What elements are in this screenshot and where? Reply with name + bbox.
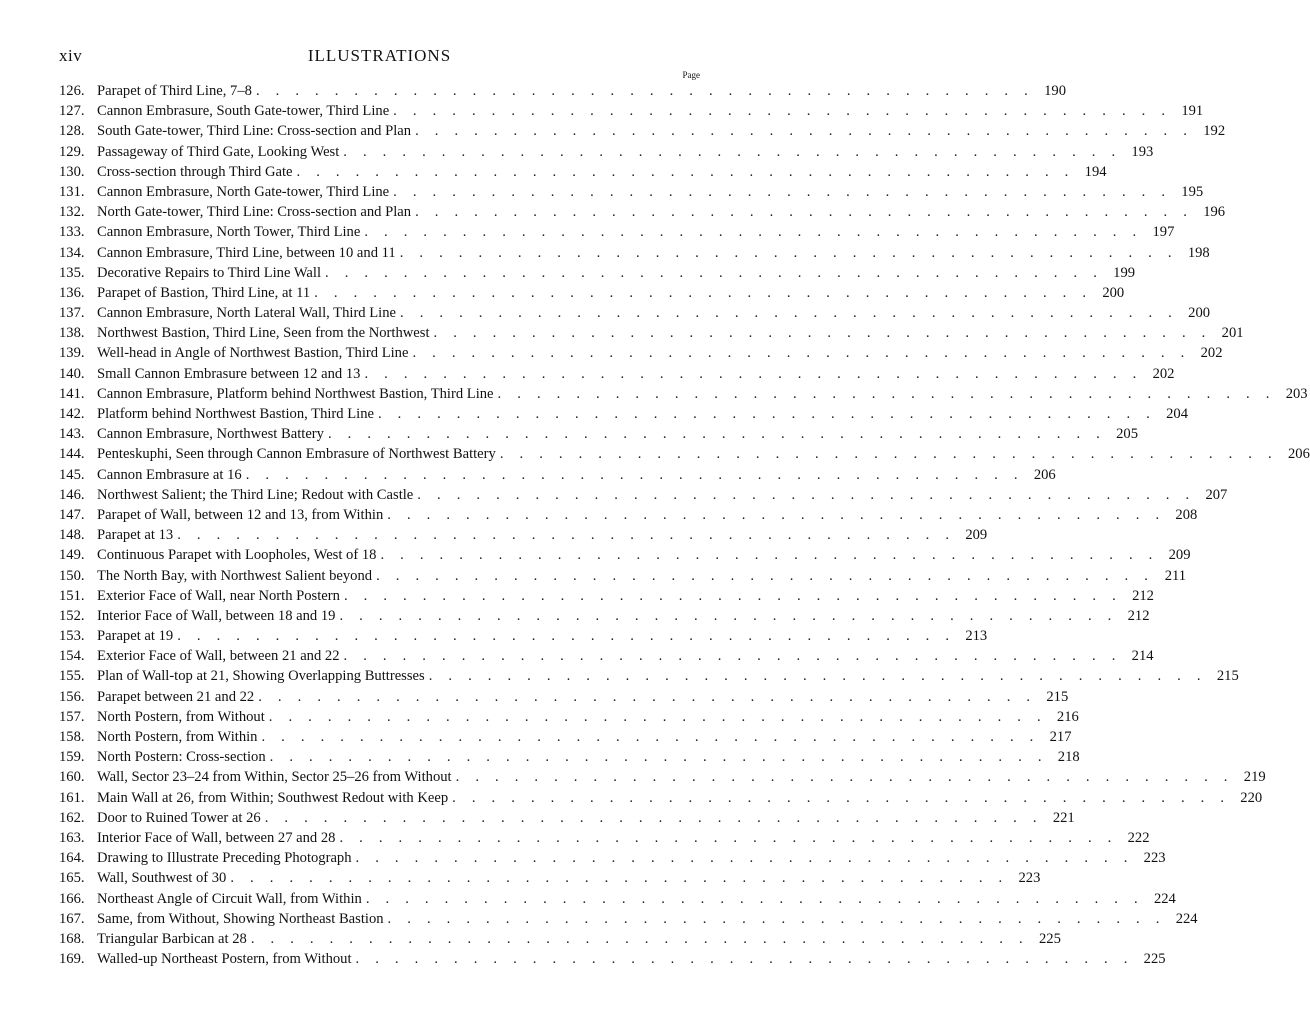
list-item [59,626,988,646]
dot-leader: . . . . . . . . . . . . . . . . . . . . . . . . . . . . . . . . . . . . . . . . [261,729,1040,745]
dot-leader: . . . . . . . . . . . . . . . . . . . . . . . . . . . . . . . . . . . . . . . . [455,769,1234,786]
entry-page-number: 215 [1046,688,1069,705]
entry-title: Parapet at 19 [97,628,174,645]
entry-title: Triangular Barbican at 28 [97,930,247,947]
entry-title: Exterior Face of Wall, between 21 and 22 [97,648,340,665]
list-item [59,505,1198,525]
entry-page-number: 212 [1127,607,1150,624]
dot-leader: . . . . . . . . . . . . . . . . . . . . . . . . . . . . . . . . . . . . . . . . [269,749,1048,766]
list-item [59,323,1244,343]
entry-title: Cannon Embrasure, North Gate-tower, Third Line [97,183,390,200]
dot-leader: . . . . . . . . . . . . . . . . . . . . . . . . . . . . . . . . . . . . . . . . [255,83,1034,99]
entry-number: 138. [59,325,85,342]
entry-title: Cannon Embrasure, Northwest Battery [97,426,324,443]
entry-page-number: 216 [1056,708,1079,725]
entry-page-number: 199 [1113,264,1136,281]
list-item [59,828,1150,848]
list-item [59,606,1150,626]
entry-number: 141. [59,385,85,402]
dot-leader: . . . . . . . . . . . . . . . . . . . . . . . . . . . . . . . . . . . . . . . . [177,628,956,645]
entry-page-number: 193 [1131,143,1154,160]
dot-leader: . . . . . . . . . . . . . . . . . . . . . . . . . . . . . . . . . . . . . . . . [258,688,1037,705]
entry-number: 128. [59,123,85,140]
entry-page-number: 214 [1131,648,1154,665]
entry-number: 153. [59,628,85,645]
dot-leader: . . . . . . . . . . . . . . . . . . . . . . . . . . . . . . . . . . . . . . . . [343,587,1122,604]
entry-title: North Postern, from Within [97,729,258,745]
entry-number: 156. [59,688,85,705]
list-item [59,465,1056,485]
entry-title: Northeast Angle of Circuit Wall, from Within [97,890,362,907]
entry-page-number: 207 [1205,486,1228,503]
entry-page-number: 195 [1181,183,1204,200]
dot-leader: . . . . . . . . . . . . . . . . . . . . . . . . . . . . . . . . . . . . . . . . [355,951,1134,968]
entry-number: 166. [59,890,85,907]
dot-leader: . . . . . . . . . . . . . . . . . . . . . . . . . . . . . . . . . . . . . . . . [400,305,1179,322]
entry-number: 161. [59,789,85,806]
entry-number: 130. [59,163,85,180]
entry-number: 137. [59,305,85,322]
entry-number: 135. [59,264,85,281]
list-item [59,202,1226,222]
entry-number: 127. [59,103,85,120]
entry-number: 146. [59,486,85,503]
dot-leader: . . . . . . . . . . . . . . . . . . . . . . . . . . . . . . . . . . . . . . . . [428,668,1207,685]
entry-number: 134. [59,244,85,261]
dot-leader: . . . . . . . . . . . . . . . . . . . . . . . . . . . . . . . . . . . . . . . . [415,204,1194,221]
entry-page-number: 191 [1181,103,1204,120]
entry-page-number: 212 [1132,587,1154,604]
list-item [59,364,1175,384]
dot-leader: . . . . . . . . . . . . . . . . . . . . . . . . . . . . . . . . . . . . . . . . [380,547,1159,564]
dot-leader: . . . . . . . . . . . . . . . . . . . . . . . . . . . . . . . . . . . . . . . . [250,930,1029,947]
entry-number: 154. [59,648,85,665]
entry-title: Cannon Embrasure, Platform behind Northwest Bastion, Third Line [97,385,494,402]
entry-number: 162. [59,809,85,826]
list-item [59,767,1266,787]
dot-leader: . . . . . . . . . . . . . . . . . . . . . . . . . . . . . . . . . . . . . . . . [230,870,1009,887]
list-item [59,222,1175,242]
entry-page-number: 218 [1057,749,1080,766]
entry-page-number: 201 [1221,325,1244,342]
entry-page-number: 225 [1143,951,1166,968]
entry-page-number: 215 [1216,668,1239,685]
entry-title: North Gate-tower, Third Line: Cross-section and Plan [97,204,412,221]
list-item [59,808,1075,828]
list-item [59,889,1176,909]
dot-leader: . . . . . . . . . . . . . . . . . . . . . . . . . . . . . . . . . . . . . . . . [412,345,1191,362]
entry-number: 159. [59,749,85,766]
entry-page-number: 225 [1038,930,1061,947]
list-item [59,707,1079,727]
dot-leader: . . . . . . . . . . . . . . . . . . . . . . . . . . . . . . . . . . . . . . . . [314,284,1093,301]
entry-number: 147. [59,506,85,523]
entry-number: 133. [59,224,85,241]
entry-page-number: 206 [1033,466,1056,483]
entry-title: Cannon Embrasure, North Tower, Third Line [97,224,361,241]
dot-leader: . . . . . . . . . . . . . . . . . . . . . . . . . . . . . . . . . . . . . . . . [387,506,1166,523]
dot-leader: . . . . . . . . . . . . . . . . . . . . . . . . . . . . . . . . . . . . . . . . [499,446,1278,463]
entry-page-number: 209 [1168,547,1191,564]
entry-title: Well-head in Angle of Northwest Bastion, Third Line [97,345,409,362]
entry-title: North Postern, from Without [97,708,265,725]
list-item [59,747,1080,767]
entry-title: Same, from Without, Showing Northeast Bastion [97,910,384,927]
dot-leader: . . . . . . . . . . . . . . . . . . . . . . . . . . . . . . . . . . . . . . . . [177,527,956,544]
running-title: ILLUSTRATIONS [307,46,452,65]
entry-title: Parapet between 21 and 22 [97,688,255,705]
entry-page-number: 190 [1044,83,1066,99]
entry-title: Cannon Embrasure, Third Line, between 10 and 11 [97,244,396,261]
entry-title: Interior Face of Wall, between 27 and 28 [97,829,336,846]
dot-leader: . . . . . . . . . . . . . . . . . . . . . . . . . . . . . . . . . . . . . . . . [452,789,1231,806]
entry-title: Wall, Sector 23–24 from Within, Sector 25–26 from Without [97,769,452,786]
list-item [59,101,1204,121]
entry-title: Parapet of Wall, between 12 and 13, from Within [97,506,384,523]
entry-title: Platform behind Northwest Bastion, Third Line [97,406,374,422]
entry-page-number: 206 [1287,446,1310,463]
entry-number: 168. [59,930,85,947]
list-item [59,303,1211,323]
dot-leader: . . . . . . . . . . . . . . . . . . . . . . . . . . . . . . . . . . . . . . . . [327,426,1106,443]
entry-number: 150. [59,567,85,584]
entry-page-number: 222 [1127,829,1150,846]
dot-leader: . . . . . . . . . . . . . . . . . . . . . . . . . . . . . . . . . . . . . . . . [264,809,1043,826]
entry-page-number: 194 [1084,163,1107,180]
entry-page-number: 211 [1164,567,1187,584]
entry-title: Parapet at 13 [97,527,174,544]
entry-page-number: 202 [1200,345,1223,362]
list-item [59,687,1069,707]
entry-number: 136. [59,284,85,301]
dot-leader: . . . . . . . . . . . . . . . . . . . . . . . . . . . . . . . . . . . . . . . . [343,648,1122,665]
list-item [59,404,1189,424]
list-item [59,142,1154,162]
list-item [59,666,1239,686]
entry-page-number: 223 [1018,870,1041,887]
list-item [59,646,1154,666]
list-item [59,727,1072,747]
entry-number: 151. [59,587,85,604]
entry-title: South Gate-tower, Third Line: Cross-section and Plan [97,123,412,140]
entry-title: Cannon Embrasure at 16 [97,466,242,483]
entry-page-number: 224 [1175,910,1198,927]
entry-page-number: 213 [965,628,988,645]
list-item [59,343,1223,363]
entry-number: 160. [59,769,85,786]
entry-title: Exterior Face of Wall, near North Postern [97,587,340,604]
dot-leader: . . . . . . . . . . . . . . . . . . . . . . . . . . . . . . . . . . . . . . . . [376,567,1155,584]
entry-page-number: 192 [1203,123,1226,140]
page-column-label: Page [682,70,700,80]
dot-leader: . . . . . . . . . . . . . . . . . . . . . . . . . . . . . . . . . . . . . . . . [415,123,1194,140]
list-item [59,545,1191,565]
entry-page-number: 196 [1203,204,1226,221]
entry-title: North Postern: Cross-section [97,749,266,766]
entry-page-number: 209 [965,527,988,544]
entry-number: 148. [59,527,85,544]
dot-leader: . . . . . . . . . . . . . . . . . . . . . . . . . . . . . . . . . . . . . . . . [433,325,1212,342]
entry-number: 149. [59,547,85,564]
dot-leader: . . . . . . . . . . . . . . . . . . . . . . . . . . . . . . . . . . . . . . . . [364,365,1143,382]
list-item [59,283,1125,303]
entry-number: 152. [59,607,85,624]
entry-title: Decorative Repairs to Third Line Wall [97,264,322,281]
dot-leader: . . . . . . . . . . . . . . . . . . . . . . . . . . . . . . . . . . . . . . . . [399,244,1178,261]
dot-leader: . . . . . . . . . . . . . . . . . . . . . . . . . . . . . . . . . . . . . . . . [364,224,1143,241]
entry-number: 126. [59,83,85,99]
entry-title: Continuous Parapet with Loopholes, West of 18 [97,547,377,564]
entry-title: Cannon Embrasure, North Lateral Wall, Third Line [97,305,396,322]
list-item [59,424,1138,444]
list-item [59,263,1136,283]
entry-number: 145. [59,466,85,483]
list-item [59,121,1226,141]
entry-page-number: 223 [1143,850,1166,867]
entry-number: 143. [59,426,85,443]
dot-leader: . . . . . . . . . . . . . . . . . . . . . . . . . . . . . . . . . . . . . . . . [339,607,1118,624]
entry-title: Northwest Salient; the Third Line; Redout with Castle [97,486,414,503]
entry-number: 157. [59,708,85,725]
entry-page-number: 217 [1049,729,1072,745]
list-item [59,586,1154,606]
entry-title: Northwest Bastion, Third Line, Seen from the Northwest [97,325,430,342]
entry-number: 132. [59,204,85,221]
entry-title: Passageway of Third Gate, Looking West [97,143,340,160]
list-item [59,444,1310,464]
entry-number: 140. [59,365,85,382]
list-item [59,384,1308,404]
dot-leader: . . . . . . . . . . . . . . . . . . . . . . . . . . . . . . . . . . . . . . . . [245,466,1024,483]
dot-leader: . . . . . . . . . . . . . . . . . . . . . . . . . . . . . . . . . . . . . . . . [268,708,1047,725]
entry-title: Parapet of Third Line, 7–8 [97,83,252,99]
dot-leader: . . . . . . . . . . . . . . . . . . . . . . . . . . . . . . . . . . . . . . . . [343,143,1122,160]
list-item [59,566,1187,586]
entry-number: 163. [59,829,85,846]
entry-page-number: 221 [1052,809,1075,826]
dot-leader: . . . . . . . . . . . . . . . . . . . . . . . . . . . . . . . . . . . . . . . . [377,406,1157,422]
entry-title: Small Cannon Embrasure between 12 and 13 [97,365,361,382]
entry-title: Main Wall at 26, from Within; Southwest Redout with Keep [97,789,449,806]
list-item [59,81,1066,101]
list-item [59,868,1041,888]
entry-page-number: 197 [1152,224,1175,241]
entry-page-number: 219 [1243,769,1266,786]
list-item [59,788,1263,808]
dot-leader: . . . . . . . . . . . . . . . . . . . . . . . . . . . . . . . . . . . . . . . . [417,486,1196,503]
entry-number: 139. [59,345,85,362]
entry-page-number: 198 [1187,244,1210,261]
list-item [59,182,1204,202]
entry-page-number: 200 [1102,284,1125,301]
entry-title: Interior Face of Wall, between 18 and 19 [97,607,336,624]
dot-leader: . . . . . . . . . . . . . . . . . . . . . . . . . . . . . . . . . . . . . . . . [393,183,1172,200]
entry-title: Cannon Embrasure, South Gate-tower, Third Line [97,103,390,120]
entry-title: Cross-section through Third Gate [97,163,293,180]
entry-number: 165. [59,870,85,887]
entry-number: 167. [59,910,85,927]
list-item [59,909,1198,929]
entry-title: Door to Ruined Tower at 26 [97,809,261,826]
list-item [59,243,1210,263]
entry-number: 164. [59,850,85,867]
entry-page-number: 208 [1175,506,1198,523]
entry-title: Wall, Southwest of 30 [97,870,227,887]
list-item [59,929,1061,949]
entry-page-number: 205 [1116,426,1138,443]
entry-number: 155. [59,668,85,685]
entry-page-number: 220 [1240,789,1263,806]
list-item [59,525,988,545]
dot-leader: . . . . . . . . . . . . . . . . . . . . . . . . . . . . . . . . . . . . . . . . [365,890,1144,907]
entry-number: 158. [59,729,85,745]
entry-page-number: 203 [1285,385,1308,402]
list-item [59,949,1166,969]
dot-leader: . . . . . . . . . . . . . . . . . . . . . . . . . . . . . . . . . . . . . . . . [387,910,1166,927]
entry-title: The North Bay, with Northwest Salient beyond [97,567,373,584]
entry-number: 129. [59,143,85,160]
entry-page-number: 200 [1188,305,1211,322]
entry-title: Drawing to Illustrate Preceding Photograph [97,850,352,867]
entry-number: 144. [59,446,85,463]
entry-page-number: 224 [1153,890,1176,907]
entry-title: Penteskuphi, Seen through Cannon Embrasure of Northwest Battery [97,446,496,463]
list-item [59,162,1107,182]
list-item [59,485,1228,505]
entry-number: 131. [59,183,85,200]
dot-leader: . . . . . . . . . . . . . . . . . . . . . . . . . . . . . . . . . . . . . . . . [497,385,1276,402]
entry-title: Walled-up Northeast Postern, from Without [97,951,352,968]
folio-page-number: xiv [59,46,83,65]
list-item [59,848,1166,868]
entry-page-number: 202 [1152,365,1175,382]
dot-leader: . . . . . . . . . . . . . . . . . . . . . . . . . . . . . . . . . . . . . . . . [393,103,1172,120]
entry-number: 142. [59,406,85,422]
illustrations-list [59,81,1310,969]
dot-leader: . . . . . . . . . . . . . . . . . . . . . . . . . . . . . . . . . . . . . . . . [355,850,1134,867]
entry-title: Parapet of Bastion, Third Line, at 11 [97,284,311,301]
entry-number: 169. [59,951,85,968]
dot-leader: . . . . . . . . . . . . . . . . . . . . . . . . . . . . . . . . . . . . . . . . [296,163,1075,180]
dot-leader: . . . . . . . . . . . . . . . . . . . . . . . . . . . . . . . . . . . . . . . . [325,264,1104,281]
dot-leader: . . . . . . . . . . . . . . . . . . . . . . . . . . . . . . . . . . . . . . . . [339,829,1118,846]
entry-title: Plan of Wall-top at 21, Showing Overlapping Buttresses [97,668,425,685]
entry-page-number: 204 [1166,406,1189,422]
